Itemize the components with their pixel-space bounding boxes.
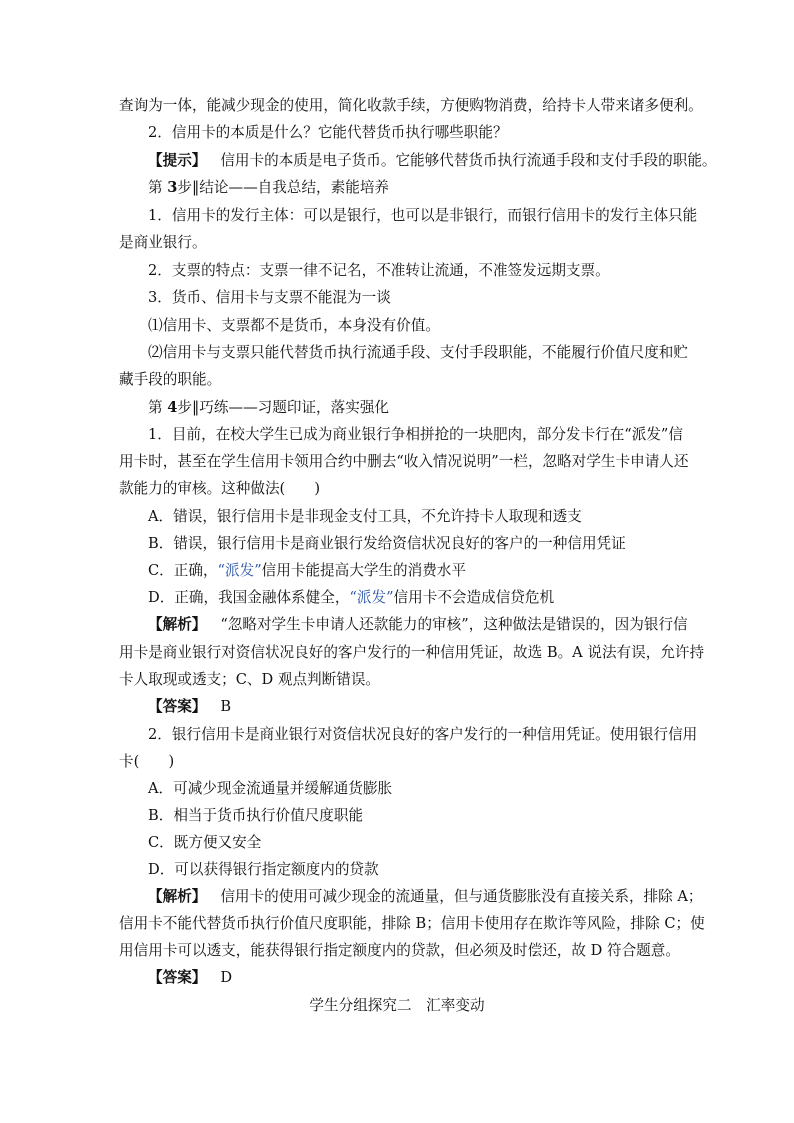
text: “忽略对学生卡申请人还款能力的审核”，这种做法是错误的，因为银行信: [220, 616, 688, 633]
conclusion-2: [148, 261, 610, 281]
option-d: [148, 588, 554, 608]
section-title: [0, 996, 794, 1016]
conclusion-3-1: [148, 316, 440, 336]
option-a: [148, 507, 582, 527]
answer-1: [148, 697, 231, 717]
step-4-heading: [148, 398, 389, 418]
analysis-1: [148, 615, 688, 635]
analysis-2-cont: [119, 914, 705, 934]
text: 步‖结论——自我总结，素能培养: [177, 179, 390, 196]
answer-value: D: [220, 969, 233, 986]
answer-2: [148, 968, 232, 988]
text: 信用卡的使用可减少现金的流通量，但与通货膨胀没有直接关系，排除 A；: [220, 888, 703, 905]
text: 用卡是商业银行对资信状况良好的客户发行的一种信用凭证，故选 B。A 说法有误，允许持: [119, 644, 705, 661]
text: 3．货币、信用卡与支票不能混为一谈: [148, 289, 391, 306]
paragraph-line: [119, 96, 703, 116]
analysis-2: [148, 887, 703, 907]
analysis-tag: 【解析】: [148, 616, 207, 633]
step-number: 3: [167, 179, 178, 196]
text: 卡人取现或透支；C、D 观点判断错误。: [119, 671, 381, 688]
text: 1．信用卡的发行主体：可以是银行，也可以是非银行，而银行信用卡的发行主体只能: [148, 207, 698, 224]
text: A．可减少现金流通量并缓解通货膨胀: [148, 780, 393, 797]
text: ⑵信用卡与支票只能代替货币执行流通手段、支付手段职能，不能履行价值尺度和贮: [148, 344, 688, 361]
text: 第: [148, 399, 168, 416]
option-c: [148, 833, 261, 853]
text: B．错误，银行信用卡是商业银行发给资信状况良好的客户的一种信用凭证: [148, 535, 626, 552]
text: 2．银行信用卡是商业银行对资信状况良好的客户发行的一种信用凭证。使用银行信用: [148, 726, 698, 743]
text: 步‖巧练——习题印证，落实强化: [177, 399, 390, 416]
text: 查询为一体，能减少现金的使用，简化收款手续，方便购物消费，给持卡人带来诸多便利。: [119, 97, 703, 114]
text: A．错误，银行信用卡是非现金支付工具，不允许持卡人取现和透支: [148, 508, 582, 525]
text: B．相当于货币执行价值尺度职能: [148, 807, 364, 824]
text: 学生分组探究二 汇率变动: [309, 997, 485, 1014]
text: 信用卡不能代替货币执行价值尺度职能，排除 B；信用卡使用存在欺诈等风险，排除 C；使: [119, 915, 705, 932]
answer-tag: 【答案】: [148, 698, 207, 715]
conclusion-1-cont: [119, 233, 207, 253]
text: 2．支票的特点：支票一律不记名，不准转让流通，不准签发远期支票。: [148, 262, 610, 279]
text: 第: [148, 179, 168, 196]
conclusion-1: [148, 206, 697, 226]
quoted-term: “派发”: [217, 562, 262, 579]
text: 卡( ): [119, 753, 175, 770]
text: 信用卡不会造成信贷危机: [393, 589, 555, 606]
hint-line: [148, 151, 717, 171]
exercise-1-cont: [119, 452, 689, 472]
quoted-term: “派发”: [349, 589, 394, 606]
text: ⑴信用卡、支票都不是货币，本身没有价值。: [148, 317, 440, 334]
option-b: [148, 534, 626, 554]
text: C．正确，: [148, 562, 218, 579]
exercise-1: [148, 425, 683, 445]
text: 2．信用卡的本质是什么？它能代替货币执行哪些职能？: [148, 124, 508, 141]
exercise-1-cont: [119, 479, 320, 499]
hint-tag: 【提示】: [148, 152, 207, 169]
option-b: [148, 806, 363, 826]
text: 是商业银行。: [119, 234, 207, 251]
analysis-2-cont: [119, 941, 680, 961]
text: 藏手段的职能。: [119, 371, 222, 388]
analysis-1-cont: [119, 643, 704, 663]
option-c: [148, 561, 466, 581]
text: 用卡时，甚至在学生信用卡领用合约中删去“收入情况说明”一栏，忽略对学生卡申请人还: [119, 453, 689, 470]
answer-tag: 【答案】: [148, 969, 207, 986]
step-3-heading: [148, 178, 389, 198]
exercise-2-cont: [119, 752, 174, 772]
analysis-1-cont: [119, 670, 380, 690]
hint-text: 信用卡的本质是电子货币。它能够代替货币执行流通手段和支付手段的职能。: [220, 152, 717, 169]
exercise-2: [148, 725, 697, 745]
answer-value: B: [220, 698, 232, 715]
text: D．正确，我国金融体系健全，: [148, 589, 350, 606]
option-d: [148, 860, 379, 880]
conclusion-3: [148, 288, 391, 308]
text: 信用卡能提高大学生的消费水平: [261, 562, 466, 579]
conclusion-3-2-cont: [119, 370, 221, 390]
step-number: 4: [167, 399, 178, 416]
text: C．既方便又安全: [148, 834, 262, 851]
text: 1．目前，在校大学生已成为商业银行争相拼抢的一块肥肉，部分发卡行在“派发”信: [148, 426, 683, 443]
conclusion-3-2: [148, 343, 688, 363]
text: 用信用卡可以透支，能获得银行指定额度内的贷款，但必须及时偿还，故 D 符合题意。: [119, 942, 680, 959]
option-a: [148, 779, 392, 799]
text: D．可以获得银行指定额度内的贷款: [148, 861, 379, 878]
text: 款能力的审核。这种做法( ): [119, 480, 321, 497]
question-2: [148, 123, 508, 143]
analysis-tag: 【解析】: [148, 888, 207, 905]
